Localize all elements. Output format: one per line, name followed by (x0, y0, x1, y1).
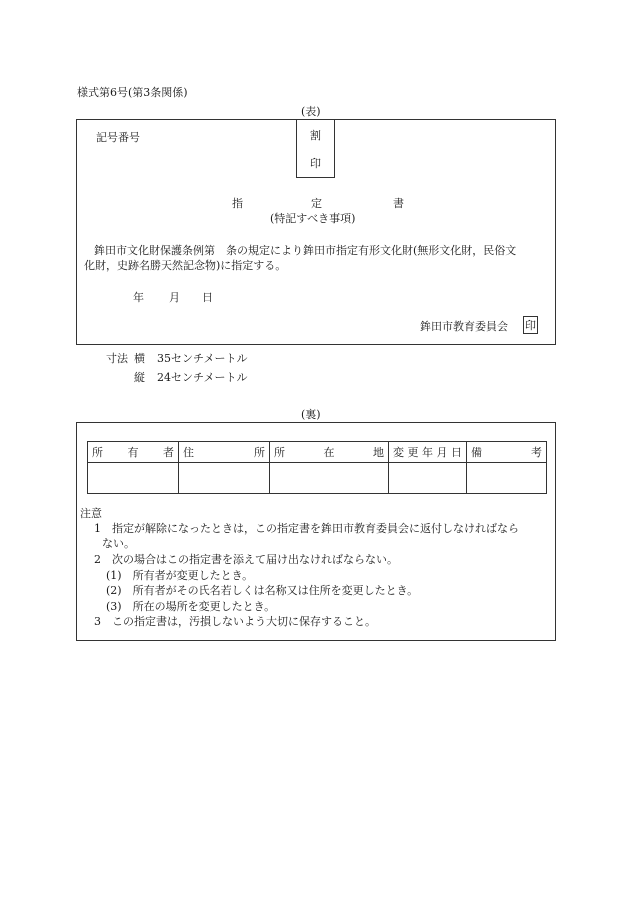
table-cell (88, 463, 179, 494)
col-remarks-char: 考 (531, 446, 542, 459)
col-address-char: 所 (254, 446, 265, 459)
table-cell (467, 463, 547, 494)
tally-seal-char-1: 割 (310, 129, 321, 142)
table-cell (389, 463, 467, 494)
title-char-1: 指 (232, 197, 243, 210)
col-remarks-char: 備 (471, 446, 482, 459)
col-change-date-char: 日 (451, 446, 462, 459)
dimensions-width-label: 横 (134, 352, 145, 365)
note-3: 3 この指定書は，汚損しないよう大切に保存すること。 (94, 615, 376, 628)
date-day: 日 (202, 291, 213, 304)
col-location-char: 所 (274, 446, 285, 459)
col-remarks (467, 442, 547, 463)
col-location (270, 442, 389, 463)
dimensions-width-value: 35センチメートル (157, 352, 248, 365)
note-1-line-1: 1 指定が解除になったときは，この指定書を鉾田市教育委員会に返付しなければなら (94, 522, 519, 535)
notes-title: 注意 (80, 507, 102, 520)
back-heading: (裏) (301, 408, 321, 421)
tally-seal-char-2: 印 (310, 157, 321, 170)
registry-table (87, 441, 547, 494)
table-cell (270, 463, 389, 494)
table-header-row (88, 442, 547, 463)
col-owner-char: 所 (92, 446, 103, 459)
body-line-2: 化財，史跡名勝天然記念物)に指定する。 (84, 259, 287, 272)
issuer: 鉾田市教育委員会 (420, 320, 508, 333)
col-change-date-char: 月 (436, 446, 448, 459)
date-year: 年 (133, 291, 144, 304)
record-number-label: 記号番号 (96, 131, 140, 144)
dimensions-height-value: 24センチメートル (157, 371, 248, 384)
title-char-3: 書 (393, 197, 404, 210)
dimensions-height-label: 縦 (134, 371, 145, 384)
title-char-2: 定 (311, 197, 322, 210)
col-change-date-char: 変 (393, 446, 404, 459)
date-month: 月 (169, 291, 180, 304)
body-line-1: 鉾田市文化財保護条例第 条の規定により鉾田市指定有形文化財(無形文化財，民俗文 (94, 244, 517, 257)
col-address-char: 住 (183, 446, 194, 459)
note-1-line-2: ない。 (102, 537, 135, 550)
form-label: 様式第6号(第3条関係) (77, 86, 188, 99)
col-owner-char: 有 (127, 446, 139, 459)
dimensions-label: 寸法 (106, 352, 128, 365)
front-heading: (表) (301, 105, 321, 118)
note-2-item-2: (2) 所有者がその氏名若しくは名称又は住所を変更したとき。 (106, 584, 419, 597)
table-cell (179, 463, 270, 494)
note-2-item-1: (1) 所有者が変更したとき。 (106, 569, 254, 582)
col-change-date-char: 更 (407, 446, 419, 459)
seal-stamp: 印 (523, 316, 538, 334)
col-owner-char: 者 (163, 446, 174, 459)
col-change-date (389, 442, 467, 463)
table-row (88, 463, 547, 494)
col-change-date-char: 年 (422, 446, 433, 459)
col-location-char: 在 (323, 446, 335, 459)
col-location-char: 地 (373, 446, 384, 459)
col-address (179, 442, 270, 463)
col-owner (88, 442, 179, 463)
subtitle: (特記すべき事項) (270, 212, 356, 225)
note-2: 2 次の場合はこの指定書を添えて届け出なければならない。 (94, 553, 398, 566)
note-2-item-3: (3) 所在の場所を変更したとき。 (106, 600, 276, 613)
